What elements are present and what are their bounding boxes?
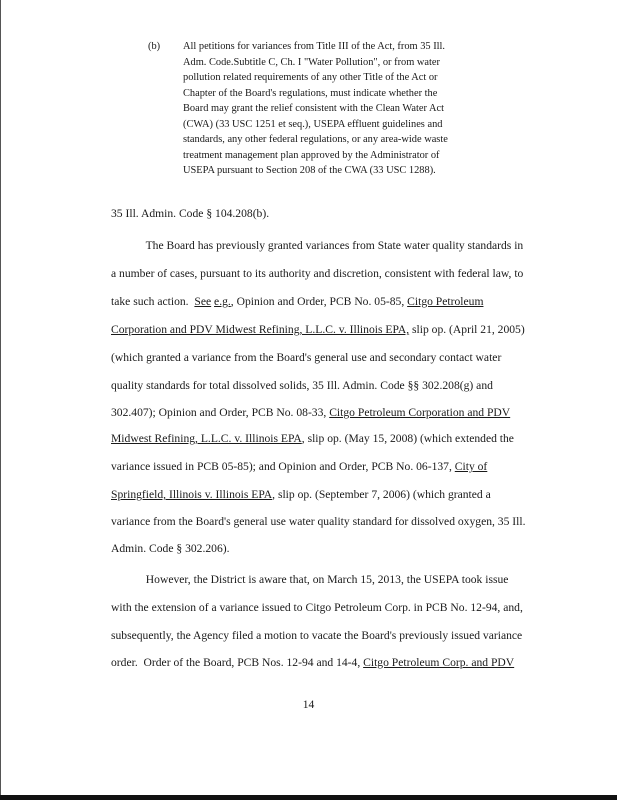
block-quote-line: Adm. Code.Subtitle C, Ch. I "Water Pollution", or from water — [183, 56, 440, 68]
text-line — [111, 379, 493, 392]
text-segment: quality standards for total dissolved solids, 35 Ill. Admin. Code §§ 302.208(g) and — [111, 379, 493, 392]
case-citation: e.g. — [214, 295, 231, 308]
text-line — [111, 351, 501, 364]
block-quote-line: standards, any other federal regulations, or any area-wide waste — [183, 134, 448, 145]
block-quote-line: Chapter of the Board's regulations, must indicate whether the — [183, 87, 438, 99]
text-line — [111, 295, 483, 308]
case-citation: Citgo Petroleum Corporation and PDV — [329, 406, 511, 419]
block-quote-label: (b) — [148, 41, 161, 52]
text-line — [111, 656, 514, 669]
case-citation: Midwest Refining, L.L.C. v. Illinois EPA — [111, 432, 302, 445]
text-segment: The Board has previously granted variances from State water quality standards in — [111, 239, 524, 252]
text-segment: variance issued in PCB 05-85); and Opinion and Order, PCB No. 06-137, — [111, 460, 455, 473]
text-segment: , slip op. (May 15, 2008) (which extended the — [301, 432, 514, 445]
scan-edge-left — [0, 0, 1, 800]
text-segment: (which granted a variance from the Board's general use and secondary contact water — [111, 351, 502, 364]
case-citation: Corporation and PDV Midwest Refining, L.L.C. v. Illinois EPA, — [111, 323, 410, 336]
text-segment: 302.407); Opinion and Order, PCB No. 08-33, — [111, 406, 330, 419]
text-line — [111, 542, 230, 555]
text-segment: , Opinion and Order, PCB No. 05-85, — [230, 295, 408, 308]
block-quote-line: (CWA) (33 USC 1251 et seq.), USEPA effluent guidelines and — [183, 118, 443, 130]
scan-edge-bottom — [0, 795, 617, 800]
text-line — [111, 601, 523, 614]
block-quote-line: USEPA pursuant to Section 208 of the CWA (33 USC 1288). — [183, 165, 436, 176]
text-segment: with the extension of a variance issued to Citgo Petroleum Corp. in PCB No. 12-94, and, — [111, 601, 523, 614]
case-citation: See — [194, 295, 212, 308]
text-segment: 35 Ill. Admin. Code § 104.208(b). — [111, 207, 270, 220]
text-line — [111, 406, 510, 419]
text-segment: variance from the Board's general use water quality standard for dissolved oxygen, 35 Ill. — [111, 515, 526, 528]
text-segment: subsequently, the Agency filed a motion to vacate the Board's previously issued variance — [111, 629, 523, 642]
block-quote-line: Board may grant the relief consistent with the Clean Water Act — [183, 103, 444, 114]
text-line — [111, 239, 523, 252]
text-segment: However, the District is aware that, on March 15, 2013, the USEPA took issue — [111, 573, 509, 586]
text-line — [111, 573, 508, 586]
text-segment: take such action. — [111, 295, 195, 308]
case-citation: City of — [454, 460, 488, 473]
text-segment: , slip op. (September 7, 2006) (which granted a — [272, 488, 491, 501]
text-segment: a number of cases, pursuant to its authority and discretion, consistent with federal law, to — [111, 267, 524, 280]
text-segment: Admin. Code § 302.206). — [111, 542, 230, 555]
text-line — [111, 207, 269, 220]
block-quote-line: pollution related requirements of any other Title of the Act or — [183, 72, 438, 83]
page-number: 14 — [302, 698, 315, 711]
text-line — [111, 629, 522, 642]
text-segment: order. Order of the Board, PCB Nos. 12-94 and 14-4, — [111, 656, 364, 669]
text-line — [111, 323, 525, 336]
text-line — [111, 488, 491, 501]
block-quote-line: All petitions for variances from Title III of the Act, from 35 Ill. — [183, 41, 446, 52]
text-line — [111, 432, 514, 445]
case-citation: Citgo Petroleum Corp. and PDV — [363, 656, 515, 669]
text-line — [111, 460, 487, 473]
text-line — [111, 267, 523, 280]
text-line — [111, 515, 526, 528]
block-quote-line: treatment management plan approved by the Administrator of — [183, 149, 440, 161]
case-citation: Citgo Petroleum — [407, 295, 484, 308]
text-segment: slip op. (April 21, 2005) — [409, 323, 525, 336]
case-citation: Springfield, Illinois v. Illinois EPA — [111, 488, 273, 501]
